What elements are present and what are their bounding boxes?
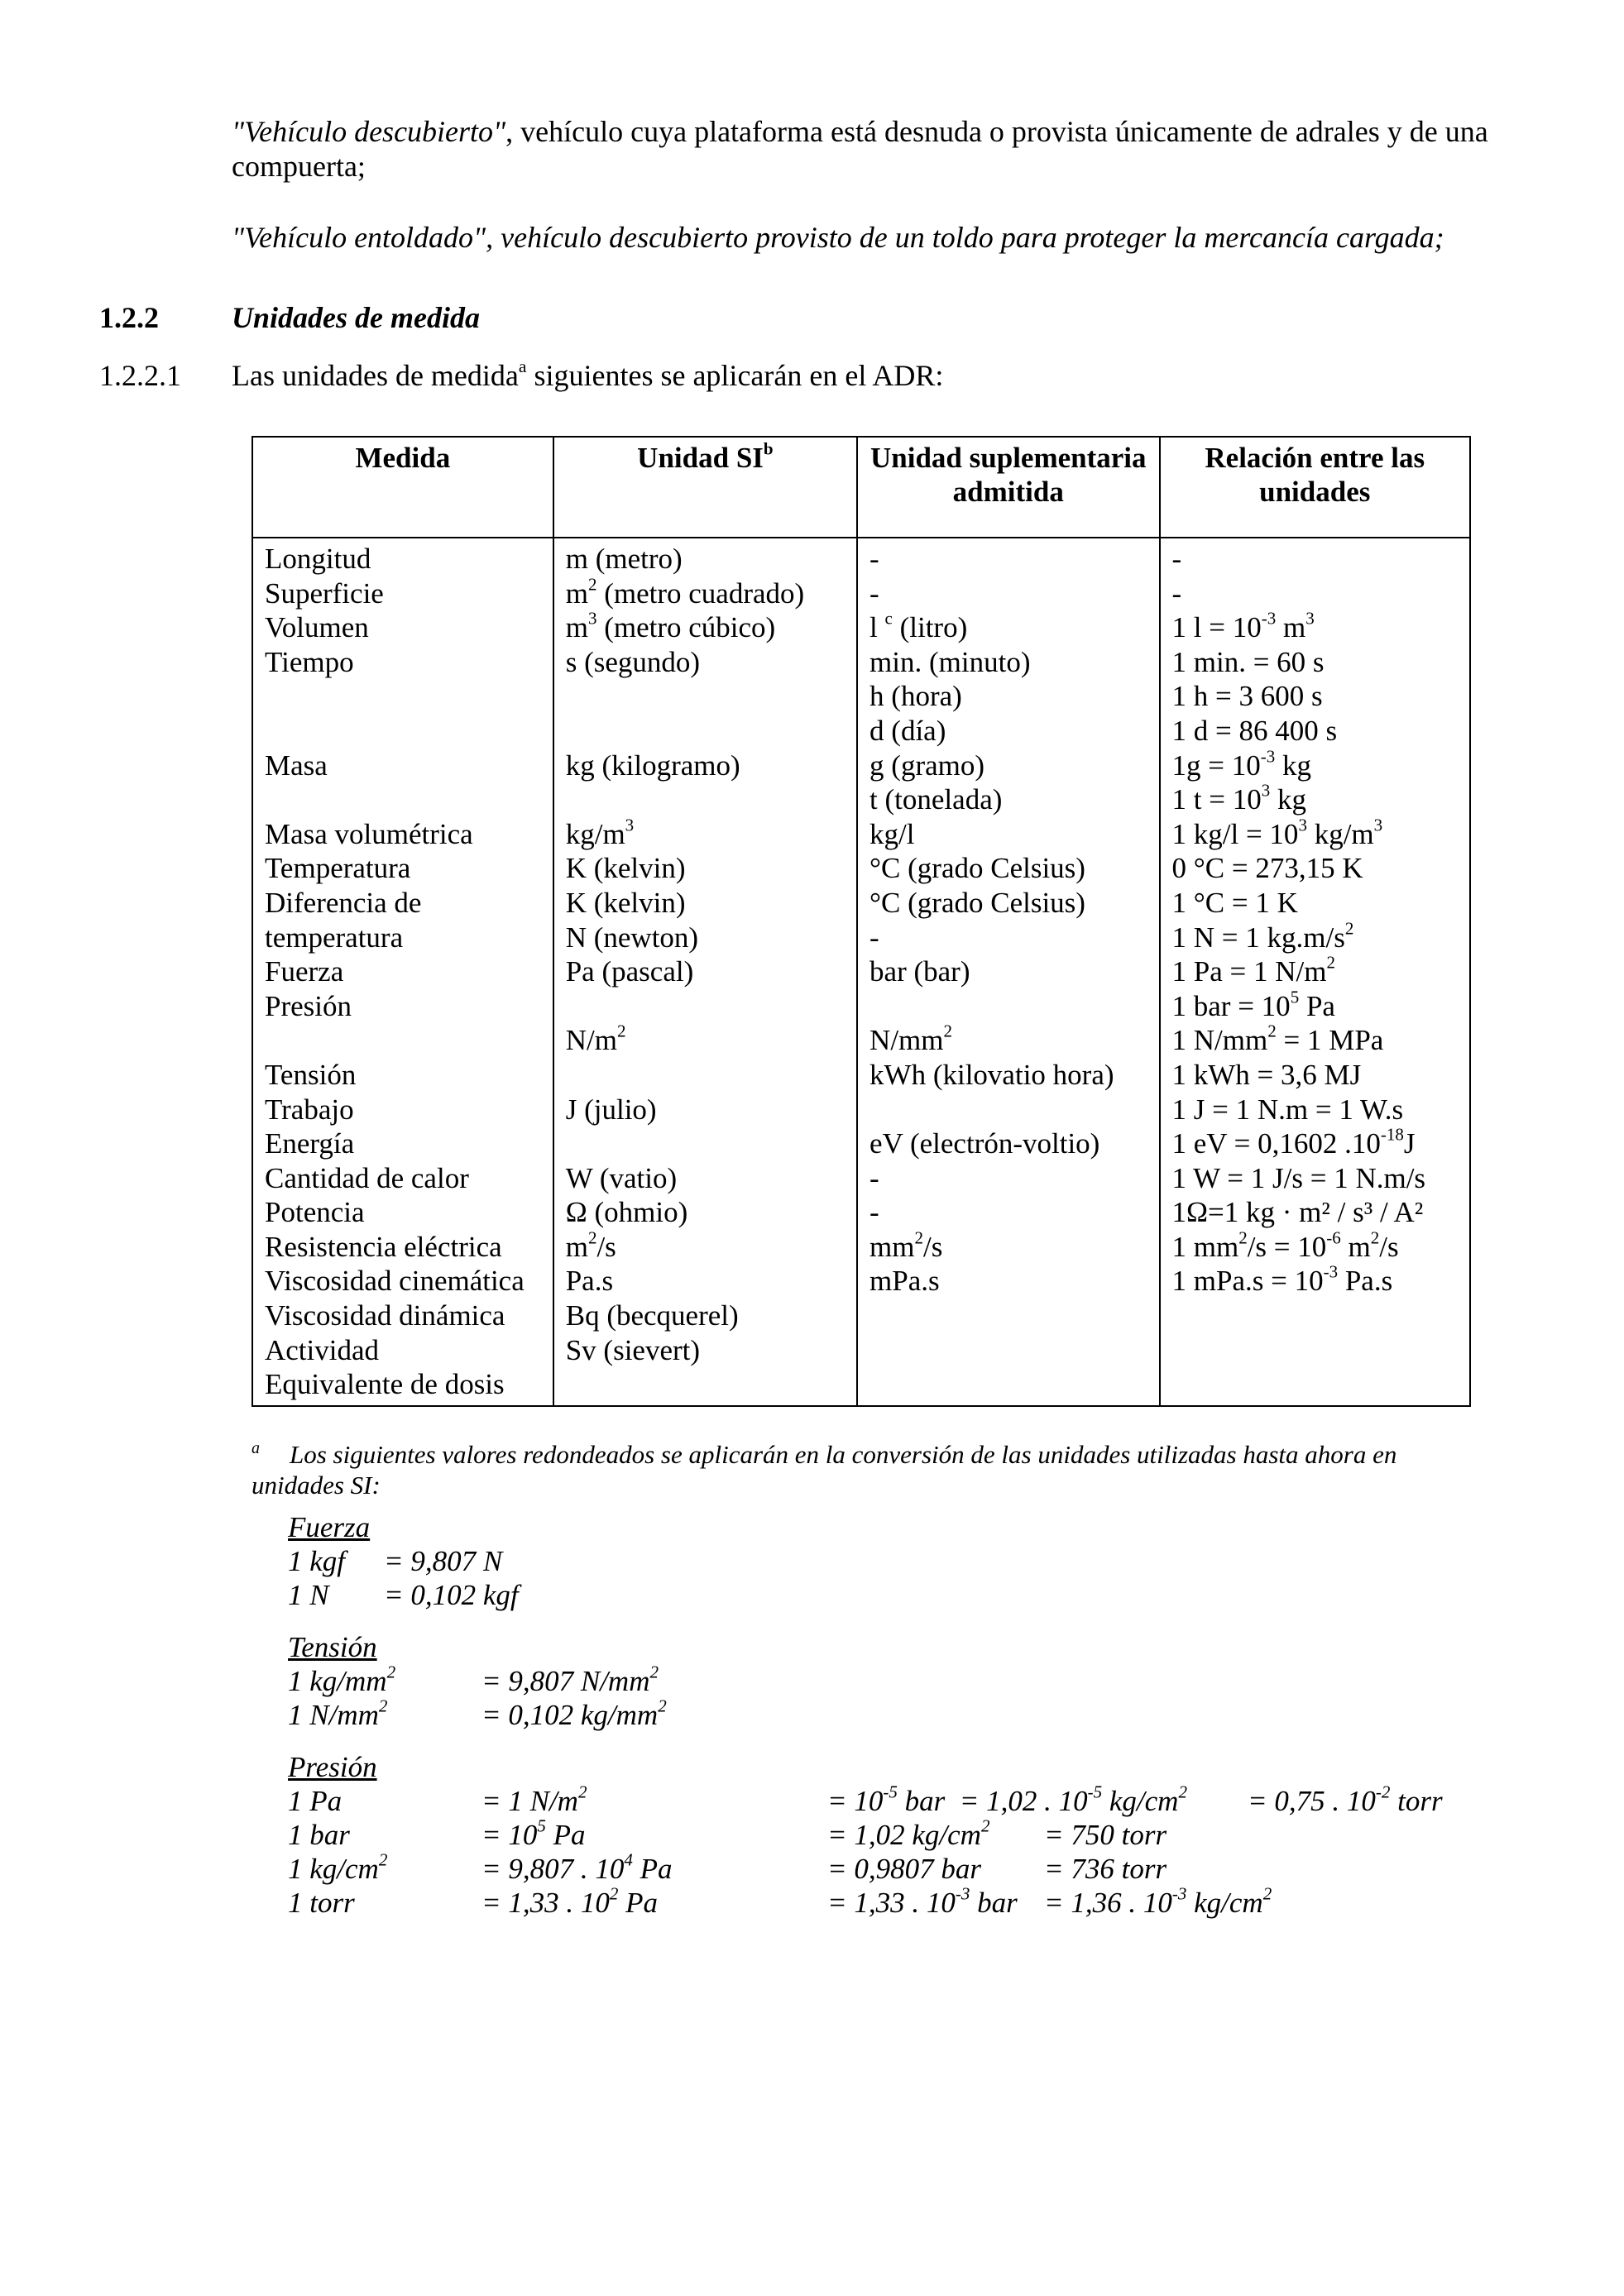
tension-row1-unit: 1 $kg/mm^2$ xyxy=(288,1662,396,1697)
presion-row3-c: = 0,9807 bar xyxy=(827,1853,981,1885)
presion-row1-c: = $10^{-5}$ bar = 1,02 . $10^{-5}$ $kg/cm^2$ xyxy=(827,1782,1187,1817)
unidad-suplementaria-cell: d (día) xyxy=(869,714,946,747)
medida-cell: Resistencia eléctrica xyxy=(265,1230,502,1263)
unidad-suplementaria-cell: l $^c$ (litro) xyxy=(869,608,968,644)
tension-row2-unit: 1 $N/mm^2$ xyxy=(288,1696,388,1731)
fuerza-row2-value: = 0,102 kgf xyxy=(384,1579,519,1611)
presion-row2-c: = 1,02 $kg/cm^2$ xyxy=(827,1815,990,1851)
relacion-cell xyxy=(1172,1333,1459,1368)
header-unidad-suplementaria: Unidad suplementaria admitida xyxy=(857,437,1159,538)
relacion-cell: 1 Pa = 1 $N/m^2$ xyxy=(1171,952,1335,988)
unidad-si-cell: Bq (becquerel) xyxy=(565,1299,739,1332)
fuerza-row2-unit: 1 N xyxy=(288,1579,329,1611)
section-title: Unidades de medida xyxy=(232,301,480,334)
medida-cell: Tiempo xyxy=(265,645,354,678)
paragraph-vehiculo-entoldado: "Vehículo entoldado", vehículo descubierto provisto de un toldo para proteger la mercancía cargada; xyxy=(232,221,1444,254)
unidad-suplementaria-cell: mPa.s xyxy=(869,1265,940,1298)
tension-heading: Tensión xyxy=(288,1631,377,1663)
fuerza-row1-value: = 9,807 N xyxy=(384,1545,503,1577)
unidad-suplementaria-cell: eV (electrón-voltio) xyxy=(869,1127,1100,1160)
tension-row1-value: = 9,807 $N/mm^2$ xyxy=(481,1662,659,1697)
relacion-cell: 1 bar = $10^5$ Pa xyxy=(1171,986,1335,1022)
presion-row4-b: = 1,33 . $10^2$ Pa xyxy=(481,1883,659,1919)
relacion-cell: 1 eV = 0,1602 $.10^{-18}J$ xyxy=(1171,1124,1416,1160)
relacion-cell: 1 $kg/l = 10^3$ $kg/m^3$ xyxy=(1171,815,1383,850)
unidad-si-cell: $kg/m^3$ xyxy=(565,815,635,850)
medida-cell: Equivalente de dosis xyxy=(265,1368,505,1401)
unidad-si-cell: K (kelvin) xyxy=(565,886,686,919)
unidad-si-cell: $N/m^2$ xyxy=(565,1021,626,1057)
relacion-cell: 1 d = 86 400 s xyxy=(1171,714,1338,747)
unidad-si-cell: $m^2$ (metro cuadrado) xyxy=(565,573,805,610)
fuerza-heading: Fuerza xyxy=(288,1511,371,1543)
medida-cell xyxy=(265,1023,541,1058)
column-relacion xyxy=(1160,538,1471,1406)
tension-row2-value: = 0,102 $kg/mm^2$ xyxy=(481,1696,667,1731)
unidad-si-cell xyxy=(566,679,845,714)
relacion-cell: 1 $l = 10^{-3}$ $m^3$ xyxy=(1171,608,1315,644)
fuerza-row1-unit: 1 kgf xyxy=(288,1545,346,1577)
relacion-cell: 1 kWh = 3,6 MJ xyxy=(1171,1058,1362,1091)
unidad-suplementaria-cell: °C (grado Celsius) xyxy=(869,852,1085,885)
unidad-suplementaria-cell: $mm^2/s$ xyxy=(869,1227,943,1263)
subsection-text-b: siguientes se aplicarán en el ADR: xyxy=(526,359,944,392)
relacion-cell: 1 $N/mm^2 = 1$ MPa xyxy=(1171,1021,1384,1057)
unidad-suplementaria-cell: t (tonelada) xyxy=(869,783,1003,816)
unidad-suplementaria-cell: min. (minuto) xyxy=(869,645,1031,678)
unidad-suplementaria-cell xyxy=(869,989,1147,1024)
unidad-suplementaria-cell: - xyxy=(869,1161,879,1194)
header-si-text: Unidad SI xyxy=(637,442,764,474)
unidad-si-cell: W (vatio) xyxy=(565,1161,678,1194)
paragraph-vehiculo-descubierto xyxy=(232,114,1489,184)
unidad-suplementaria-cell: - xyxy=(869,543,879,575)
unidad-si-cell: N (newton) xyxy=(565,921,699,954)
presion-row3-a: 1 $kg/cm^2$ xyxy=(288,1849,388,1885)
unidad-suplementaria-cell: - xyxy=(869,576,879,610)
header-medida: Medida xyxy=(252,437,553,538)
relacion-cell xyxy=(1172,1367,1459,1402)
unidad-si-cell xyxy=(566,1126,845,1161)
column-medida xyxy=(252,538,553,1406)
relacion-cell: 1 $mm^2/s = 10^{-6}$ $m^2/s$ xyxy=(1171,1227,1399,1263)
medida-cell: Superficie xyxy=(265,576,384,610)
header-unidad-si xyxy=(553,437,857,538)
presion-row1-a: 1 Pa xyxy=(288,1785,343,1817)
subsection-number: 1.2.2.1 xyxy=(99,359,181,392)
medida-cell: Tensión xyxy=(265,1058,357,1091)
unidad-si-cell: Pa.s xyxy=(565,1265,614,1298)
unidad-suplementaria-cell xyxy=(869,1093,1147,1127)
medida-cell: Temperatura xyxy=(265,852,411,885)
relacion-cell xyxy=(1172,1299,1459,1333)
medida-cell: Masa xyxy=(265,749,328,782)
medida-cell: Volumen xyxy=(265,611,369,644)
unidad-si-cell xyxy=(566,782,845,817)
footnote-ref-b: b xyxy=(763,438,774,459)
presion-row1-d: = 0,75 . $10^{-2}$ torr xyxy=(1248,1782,1443,1817)
relacion-cell: 1Ω=1 kg · m² / s³ / A² xyxy=(1171,1196,1424,1229)
footnote-text: Los siguientes valores redondeados se aplicarán en la conversión de las unidades utilizadas hasta ahora en unidades SI: xyxy=(252,1440,1397,1500)
unidad-si-cell: s (segundo) xyxy=(565,645,701,678)
section-number: 1.2.2 xyxy=(99,301,159,334)
unidad-si-cell: $m^3$ (metro cúbico) xyxy=(565,608,776,644)
definition: , vehículo cuya plataforma está desnuda o provista únicamente de adrales y de una compuerta; xyxy=(232,115,1488,183)
footnote-mark: a xyxy=(252,1439,260,1457)
relacion-cell: 1 J = 1 N.m = 1 W.s xyxy=(1171,1093,1404,1126)
unidad-suplementaria-cell: h (hora) xyxy=(869,680,962,713)
unidad-si-cell: K (kelvin) xyxy=(565,852,686,885)
unidad-si-cell xyxy=(566,989,845,1024)
relacion-cell: - xyxy=(1171,576,1182,610)
unidad-si-cell xyxy=(566,1058,845,1093)
relacion-cell: 1 N = 1 $kg.m/s^2$ xyxy=(1171,917,1354,954)
presion-row4-a: 1 torr xyxy=(288,1887,355,1919)
medida-cell xyxy=(265,679,541,714)
presion-row2-a: 1 bar xyxy=(288,1819,350,1851)
units-table xyxy=(252,436,1471,1407)
unidad-si-cell xyxy=(566,714,845,749)
unidad-suplementaria-cell xyxy=(869,1333,1147,1368)
footnote xyxy=(252,1433,1476,1500)
unidad-suplementaria-cell xyxy=(869,1367,1147,1402)
medida-cell xyxy=(265,782,541,817)
relacion-cell: $1g = 10^{-3}$ kg xyxy=(1171,745,1311,782)
presion-row2-d: = 750 torr xyxy=(1044,1819,1167,1851)
medida-cell: Diferencia de xyxy=(265,886,422,919)
header-relacion: Relación entre las unidades xyxy=(1160,437,1471,538)
relacion-cell: 1 min. = 60 s xyxy=(1171,645,1325,678)
unidad-si-cell: $m^2/s$ xyxy=(565,1227,616,1263)
column-unidad-si xyxy=(553,538,857,1406)
relacion-cell: 0 °C = 273,15 K xyxy=(1171,852,1363,885)
presion-row4-c: = 1,33 . $10^{-3}$ bar xyxy=(827,1883,1018,1919)
unidad-si-cell: Pa (pascal) xyxy=(565,955,694,988)
medida-cell xyxy=(265,714,541,749)
medida-cell: Masa volumétrica xyxy=(265,817,473,850)
presion-row3-b: = 9,807 . $10^4$ Pa xyxy=(481,1849,673,1885)
relacion-cell: 1 h = 3 600 s xyxy=(1171,680,1323,713)
medida-cell: Trabajo xyxy=(265,1093,354,1126)
column-unidad-suplementaria xyxy=(857,538,1159,1406)
unidad-suplementaria-cell: $N/mm^2$ xyxy=(869,1021,952,1057)
unidad-suplementaria-cell: kg/l xyxy=(869,817,915,850)
medida-cell: Energía xyxy=(265,1127,355,1160)
footnote-ref-a: a xyxy=(518,356,527,376)
relacion-cell: 1 W = 1 J/s = 1 N.m/s xyxy=(1171,1161,1426,1194)
presion-heading: Presión xyxy=(288,1751,377,1783)
medida-cell: Presión xyxy=(265,989,352,1022)
unidad-suplementaria-cell: g (gramo) xyxy=(869,749,985,782)
medida-cell: Viscosidad cinemática xyxy=(265,1265,525,1298)
relacion-cell: 1 °C = 1 K xyxy=(1171,886,1298,919)
relacion-cell: - xyxy=(1171,543,1182,575)
presion-row3-d: = 736 torr xyxy=(1044,1853,1167,1885)
subsection-text xyxy=(232,358,943,393)
unidad-suplementaria-cell: bar (bar) xyxy=(869,955,970,988)
unidad-suplementaria-cell: kWh (kilovatio hora) xyxy=(869,1058,1114,1091)
term: "Vehículo descubierto" xyxy=(232,115,506,148)
unidad-suplementaria-cell: °C (grado Celsius) xyxy=(869,886,1085,919)
presion-row4-d: = 1,36 . $10^{-3}$ $kg/cm^2$ xyxy=(1044,1883,1272,1919)
medida-cell: Viscosidad dinámica xyxy=(265,1299,505,1332)
medida-cell: Cantidad de calor xyxy=(265,1161,469,1194)
unidad-si-cell: kg (kilogramo) xyxy=(565,749,740,782)
unidad-si-cell xyxy=(566,1367,845,1402)
subsection-text-a: Las unidades de medida xyxy=(232,359,519,392)
unidad-si-cell: Ω (ohmio) xyxy=(565,1196,688,1229)
medida-cell: Fuerza xyxy=(265,955,344,988)
unidad-suplementaria-cell: - xyxy=(869,1196,879,1229)
medida-cell: temperatura xyxy=(265,921,404,954)
unidad-si-cell: m (metro) xyxy=(565,543,683,575)
unidad-si-cell: J (julio) xyxy=(565,1093,657,1126)
relacion-cell: 1 $t = 10^3$ kg xyxy=(1171,780,1306,816)
unidad-suplementaria-cell: - xyxy=(869,921,879,954)
presion-row2-b: = $10^5$ Pa xyxy=(481,1815,586,1851)
unidad-si-cell: Sv (sievert) xyxy=(565,1333,701,1366)
medida-cell: Actividad xyxy=(265,1333,380,1366)
medida-cell: Longitud xyxy=(265,543,371,575)
relacion-cell: 1 $mPa.s = 10^{-3}$ Pa.s xyxy=(1171,1261,1393,1298)
unidad-suplementaria-cell xyxy=(869,1299,1147,1333)
medida-cell: Potencia xyxy=(265,1196,365,1229)
presion-row1-b: = 1 $N/m^2$ xyxy=(481,1782,587,1817)
